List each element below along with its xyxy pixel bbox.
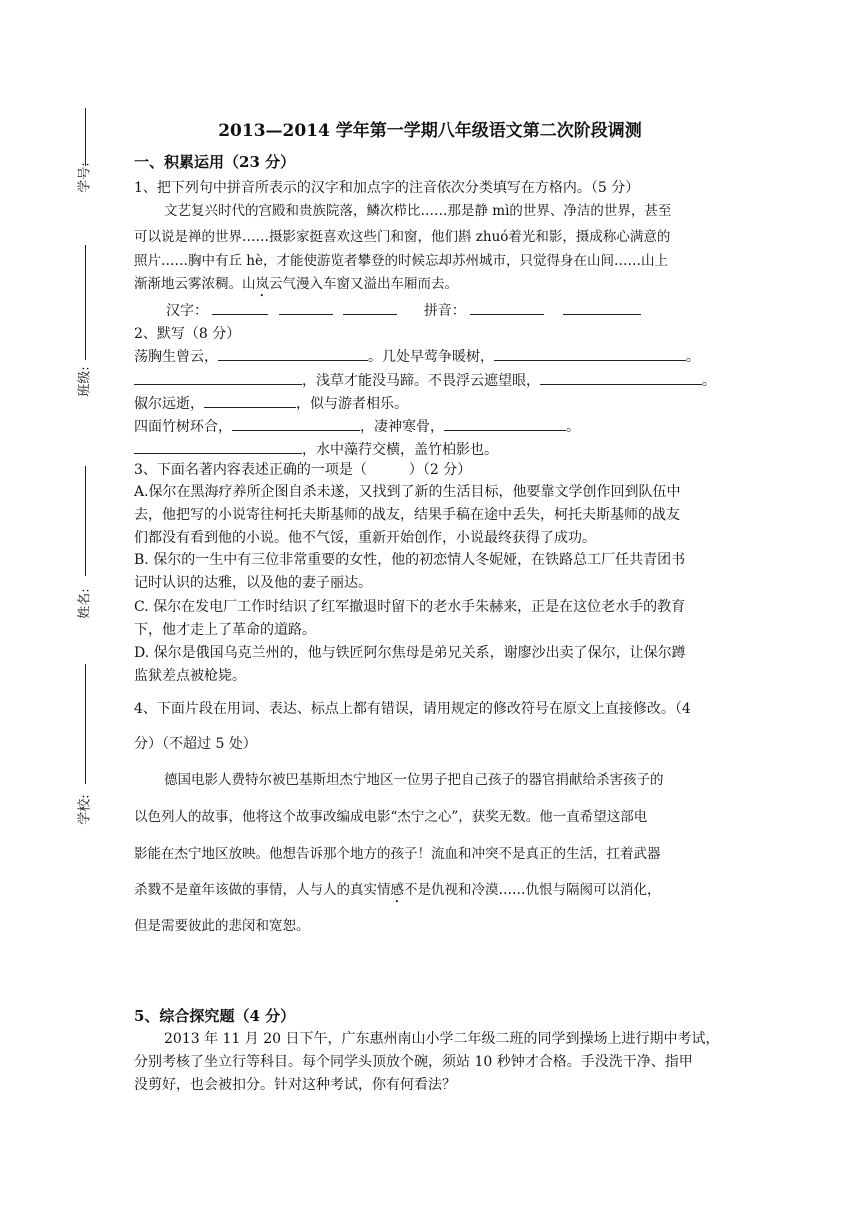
q5-line-3: 没剪好，也会被扣分。针对这种考试，你有何看法？ <box>134 1077 456 1093</box>
q2-l3-text-a: 俶尔远逝， <box>134 396 204 412</box>
q2-l1-text-c: 。 <box>686 349 700 365</box>
section1-heading: 一、积累运用（23 分） <box>134 153 296 171</box>
q3-prompt: 3、下面名著内容表述正确的一项是（ ）（2 分） <box>134 462 472 478</box>
q2-blank-8[interactable] <box>134 439 302 454</box>
q4-passage-line-1: 德国电影人费特尔被巴基斯坦杰宁地区一位男子把自己孩子的器官捐献给杀害孩子的 <box>164 772 664 788</box>
q2-line-5 <box>134 439 498 459</box>
q5-heading: 5、综合探究题（4 分） <box>134 1007 296 1025</box>
q1-passage-line-4-a: 渐渐地云雾浓稠。山 <box>134 276 256 292</box>
q4-passage-line-4 <box>134 878 661 906</box>
class-label: 班级: <box>77 366 93 397</box>
q2-l3-text-b: ，似与游者相乐。 <box>296 396 408 412</box>
q5-line-2: 分别考核了坐立行等科目。每个同学头顶放个碗，须站 10 秒钟才合格。手没洗干净、指甲 <box>134 1054 693 1070</box>
q4-prompt-line-2: 分）（不超过 5 处） <box>134 736 257 752</box>
q1-passage-line-1: 文艺复兴时代的宫殿和贵族院落，鳞次栉比……那是静 mì的世界、净洁的世界，甚至 <box>164 203 672 219</box>
hanzi-blank-1[interactable] <box>212 300 268 315</box>
q2-blank-3[interactable] <box>134 370 302 385</box>
q4-prompt-line-1: 4、下面片段在用词、表达、标点上都有错误，请用规定的修改符号在原文上直接修改。（4 <box>134 701 691 717</box>
dotted-character: 岚 <box>255 276 269 292</box>
q2-l2-text-b: 。 <box>702 373 716 389</box>
hanzi-blank-2[interactable] <box>279 300 333 315</box>
q3-option-a-line-1: A.保尔在黑海疗养所企图自杀未遂，又找到了新的生活目标，他要靠文学创作回到队伍中 <box>134 484 681 500</box>
q1-answer-row <box>166 300 641 320</box>
q2-l4-text-c: 。 <box>566 419 580 435</box>
pinyin-blank-2[interactable] <box>563 300 641 315</box>
q5-line-1: 2013 年 11 月 20 日下午，广东惠州南山小学二年级二班的同学到操场上进行期中考试， <box>164 1031 720 1047</box>
q2-l2-text-a: ，浅草才能没马蹄。不畏浮云遮望眼， <box>302 373 540 389</box>
name-label: 姓名: <box>77 588 93 619</box>
q2-prompt: 2、默写（8 分） <box>134 326 241 342</box>
q3-option-d-line-2: 监狱差点被枪毙。 <box>134 668 246 684</box>
q3-option-b-line-2: 记时认识的达雅，以及他的妻子丽达。 <box>134 575 372 591</box>
q2-l1-text-b: 。几处早莺争暖树， <box>368 349 494 365</box>
q4-l4-text-a: 杀戮不是童年该做的事情，人与人的真实情 <box>134 882 391 898</box>
pinyin-blank-1[interactable] <box>470 300 544 315</box>
q1-prompt: 1、把下列句中拼音所表示的汉字和加点字的注音依次分类填写在方格内。（5 分） <box>134 180 640 196</box>
page-title: 2013—2014 学年第一学期八年级语文第二次阶段调测 <box>218 121 642 141</box>
binding-line-3 <box>85 466 86 576</box>
q2-line-2 <box>134 370 716 390</box>
q2-line-4 <box>134 416 580 436</box>
q3-option-b-line-1: B. 保尔的一生中有三位非常重要的女性，他的初恋情人冬妮娅，在铁路总工厂任共青团书 <box>134 552 686 568</box>
q4-l4-text-b: 不是仇视和冷漠……仇恨与隔阂可以消化， <box>404 882 661 898</box>
binding-line-4 <box>85 664 86 784</box>
q4-passage-line-3: 影能在杰宁地区放映。他想告诉那个地方的孩子！流血和冲突不是真正的生活，扛着武器 <box>134 846 661 862</box>
q3-option-d-line-1: D. 保尔是俄国乌克兰州的，他与铁匠阿尔焦母是弟兄关系，谢廖沙出卖了保尔，让保尔蹲 <box>134 645 686 661</box>
dotted-character-2: 感 <box>390 882 404 898</box>
q2-line-3 <box>134 393 408 413</box>
q2-l4-text-a: 四面竹树环合， <box>134 419 232 435</box>
q4-passage-line-5: 但是需要彼此的悲闵和宽恕。 <box>134 918 310 934</box>
q3-option-a-line-3: 们都没有看到他的小说。他不气馁，重新开始创作，小说最终获得了成功。 <box>134 530 596 546</box>
q1-passage-line-4-b: 云气漫入车窗又溢出车厢而去。 <box>269 276 458 292</box>
q4-passage-line-2: 以色列人的故事，他将这个故事改编成电影“杰宁之心”，获奖无数。他一直希望这部电 <box>134 809 648 825</box>
q3-option-c-line-2: 下，他才走上了革命的道路。 <box>134 622 316 638</box>
school-label: 学校: <box>77 794 93 825</box>
q3-option-c-line-1: C. 保尔在发电厂工作时结识了红军撤退时留下的老水手朱赫来，正是在这位老水手的教育 <box>134 599 686 615</box>
pinyin-label: 拼音： <box>423 303 466 319</box>
student-no-label: 学号: <box>77 162 93 193</box>
q2-blank-6[interactable] <box>232 416 360 431</box>
q2-blank-2[interactable] <box>494 346 686 361</box>
q2-blank-1[interactable] <box>218 346 368 361</box>
q1-passage-line-4 <box>134 272 458 300</box>
q1-passage-line-3: 照片……胸中有丘 hè，才能使游览者攀登的时候忘却苏州城市，只觉得身在山间……山上 <box>134 253 668 269</box>
q2-l5-text-a: ，水中藻荇交横，盖竹柏影也。 <box>302 442 498 458</box>
q2-blank-7[interactable] <box>444 416 566 431</box>
q2-line-1 <box>134 346 700 366</box>
hanzi-blank-3[interactable] <box>343 300 397 315</box>
binding-line-2 <box>85 245 86 360</box>
q2-l1-text-a: 荡胸生曾云， <box>134 349 218 365</box>
q1-passage-line-2: 可以说是禅的世界……摄影家挺喜欢这些门和窗，他们斟 zhuó着光和影，摄成称心满意的 <box>134 229 671 245</box>
hanzi-label: 汉字： <box>166 303 208 319</box>
q2-blank-5[interactable] <box>204 393 296 408</box>
q3-option-a-line-2: 去，他把写的小说寄往柯托夫斯基师的战友，结果手稿在途中丢失，柯托夫斯基师的战友 <box>134 507 680 523</box>
q2-blank-4[interactable] <box>540 370 702 385</box>
q2-l4-text-b: ，凄神寒骨， <box>360 419 444 435</box>
